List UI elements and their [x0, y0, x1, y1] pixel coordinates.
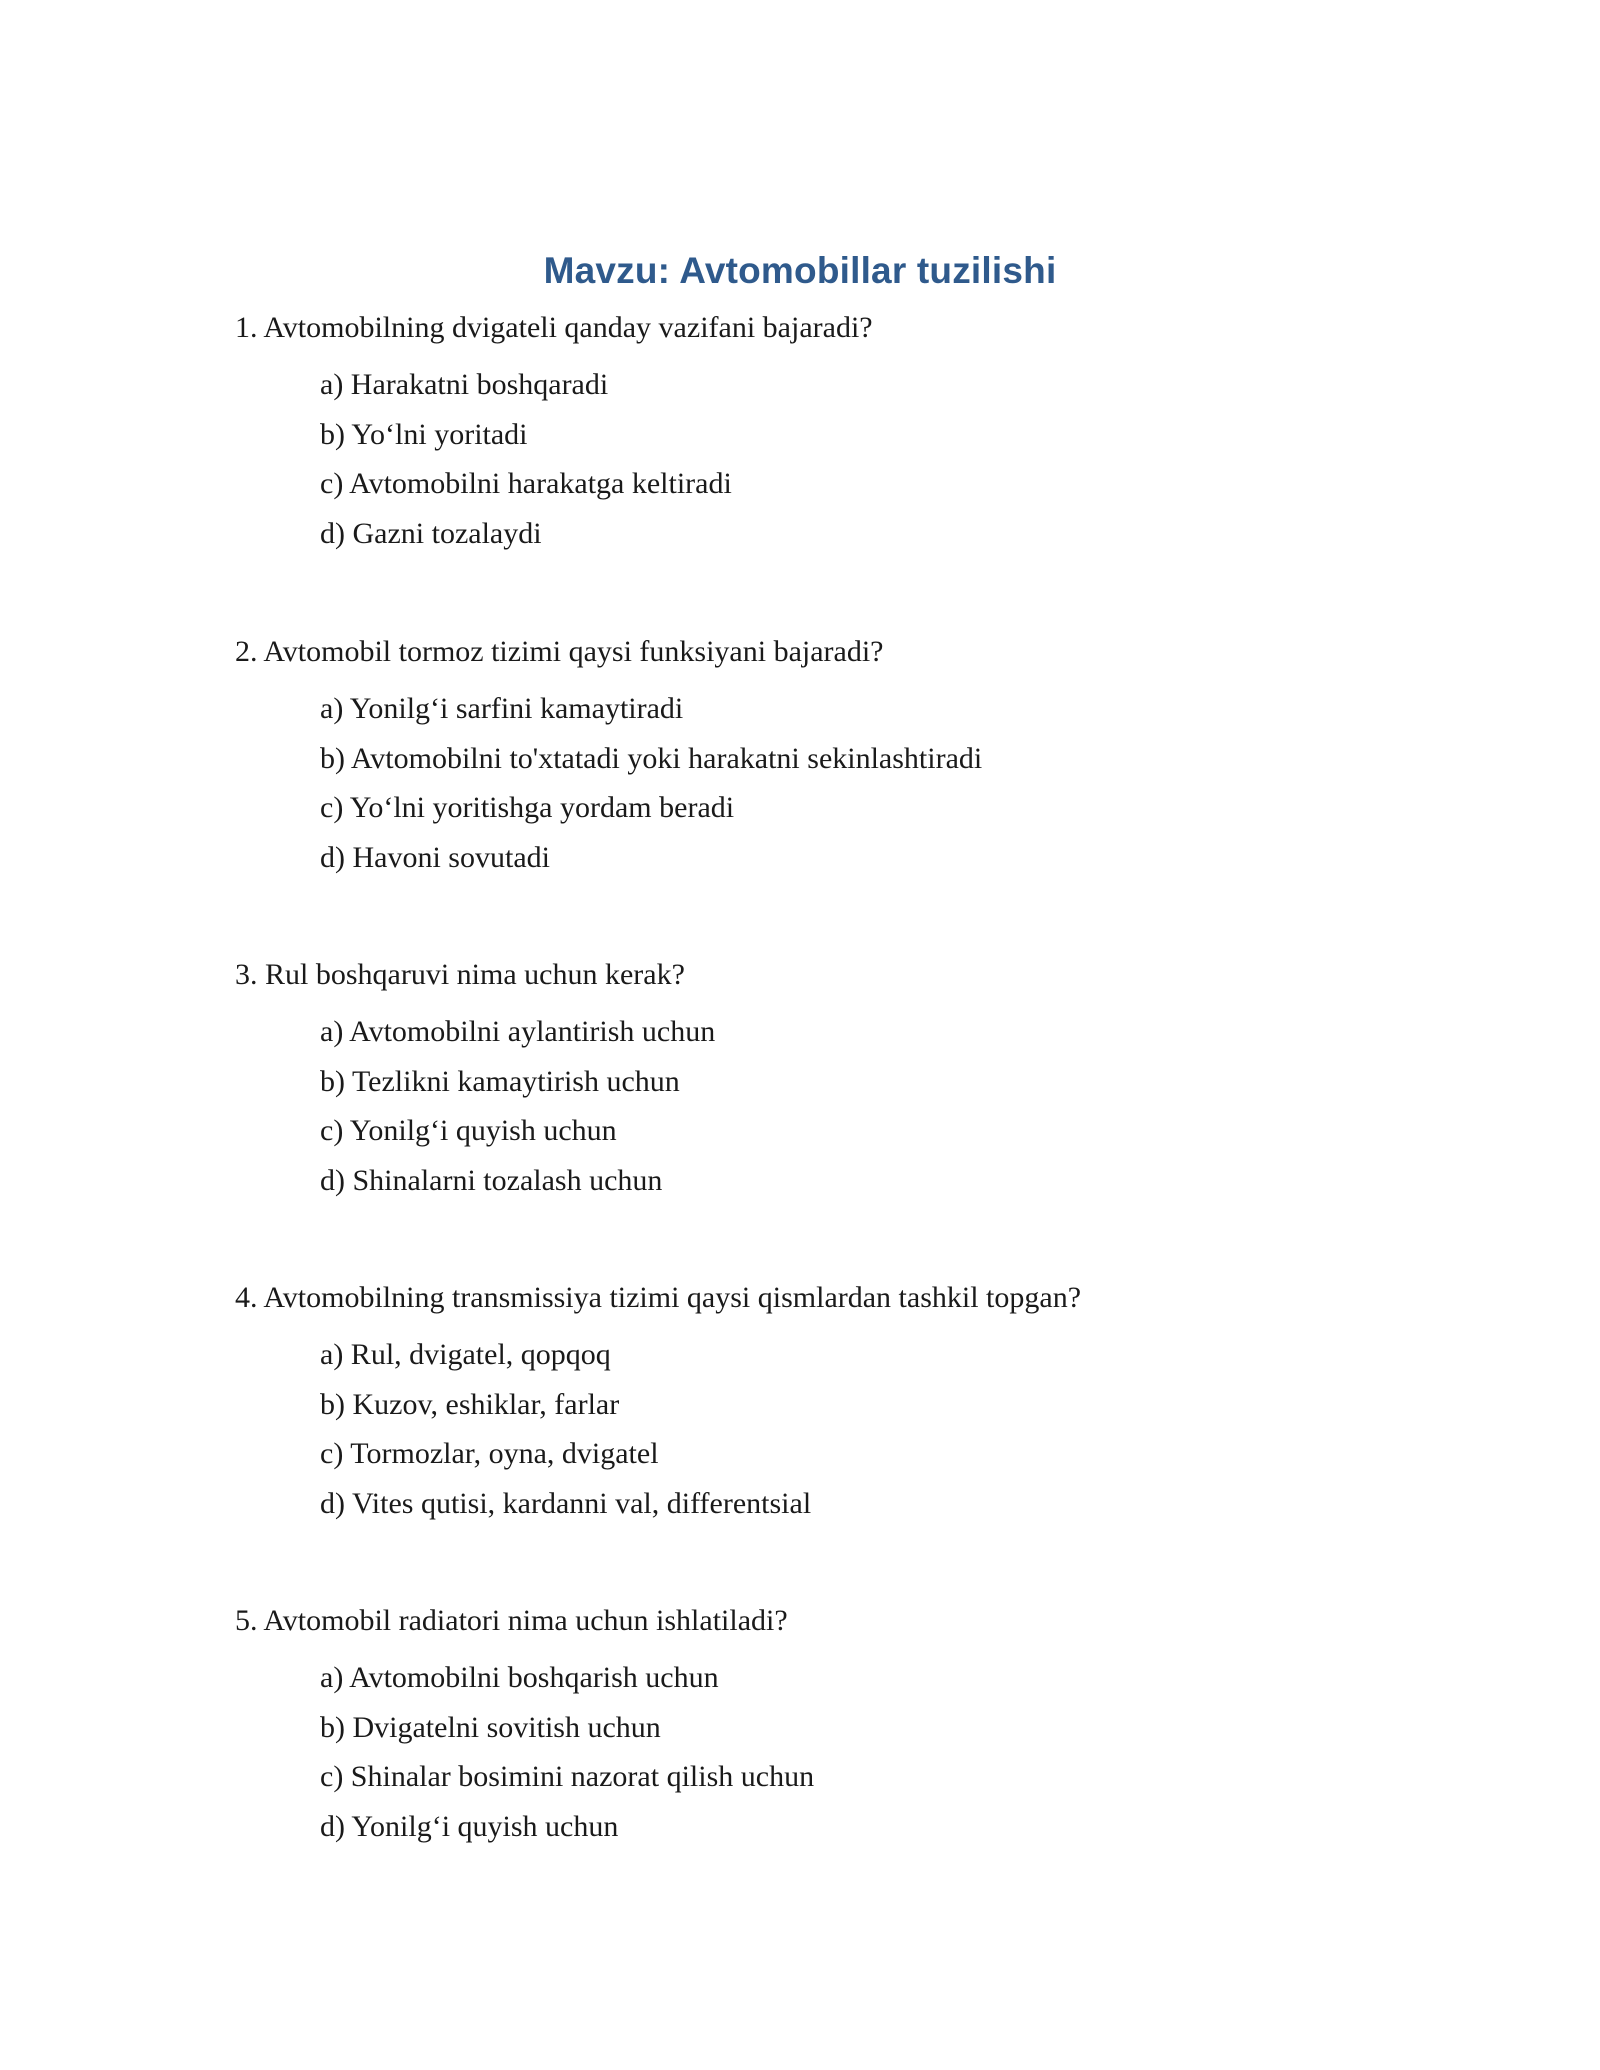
question-text: 4. Avtomobilning transmissiya tizimi qaysi qismlardan tashkil topgan? [235, 1281, 1082, 1314]
question-3 [235, 957, 1435, 1212]
question-4 [235, 1280, 1435, 1535]
answer-option: b) Dvigatelni sovitish uchun [320, 1710, 661, 1744]
answer-option: d) Gazni tozalaydi [320, 516, 542, 550]
question-1 [235, 310, 1435, 565]
answer-options [320, 1660, 1435, 1845]
answer-options [320, 367, 1435, 552]
question-text: 1. Avtomobilning dvigateli qanday vazifani bajaradi? [235, 311, 873, 344]
question-2 [235, 634, 1435, 889]
answer-option: c) Shinalar bosimini nazorat qilish uchun [320, 1760, 815, 1793]
answer-option: d) Vites qutisi, kardanni val, differentsial [320, 1486, 812, 1520]
question-text: 3. Rul boshqaruvi nima uchun kerak? [235, 958, 685, 991]
answer-option: c) Avtomobilni harakatga keltiradi [320, 467, 732, 500]
answer-option: a) Rul, dvigatel, qopqoq [320, 1338, 611, 1371]
answer-option: a) Yonilg‘i sarfini kamaytiradi [320, 692, 684, 725]
question-text: 5. Avtomobil radiatori nima uchun ishlatiladi? [235, 1604, 788, 1637]
answer-option: d) Shinalarni tozalash uchun [320, 1163, 663, 1197]
answer-option: a) Avtomobilni aylantirish uchun [320, 1015, 716, 1048]
answer-option: c) Tormozlar, oyna, dvigatel [320, 1437, 659, 1470]
answer-option: b) Avtomobilni to'xtatadi yoki harakatni sekinlashtiradi [320, 741, 983, 775]
answer-option: c) Yonilg‘i quyish uchun [320, 1114, 617, 1147]
answer-options [320, 1014, 1435, 1199]
question-text: 2. Avtomobil tormoz tizimi qaysi funksiyani bajaradi? [235, 635, 884, 668]
question-5 [235, 1603, 1435, 1858]
answer-option: b) Tezlikni kamaytirish uchun [320, 1064, 680, 1098]
answer-option: c) Yo‘lni yoritishga yordam beradi [320, 791, 735, 824]
answer-options [320, 691, 1435, 876]
answer-option: b) Kuzov, eshiklar, farlar [320, 1387, 620, 1421]
title-text: Mavzu: Avtomobillar tuzilishi [543, 250, 1057, 291]
answer-option: d) Yonilg‘i quyish uchun [320, 1809, 619, 1843]
answer-option: a) Avtomobilni boshqarish uchun [320, 1661, 719, 1694]
answer-option: b) Yo‘lni yoritadi [320, 417, 528, 451]
answer-options [320, 1337, 1435, 1522]
document-title [0, 250, 1600, 292]
answer-option: d) Havoni sovutadi [320, 840, 550, 874]
answer-option: a) Harakatni boshqaradi [320, 368, 609, 401]
